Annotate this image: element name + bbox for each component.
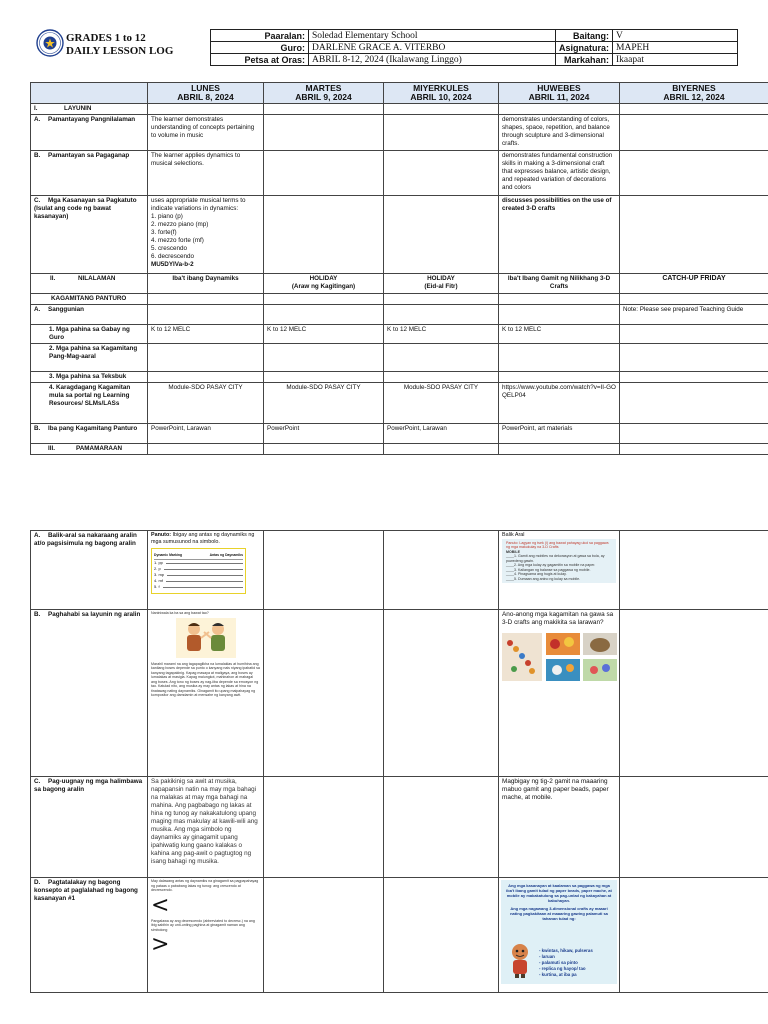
row-label: 2. Mga pahina sa Kagamitang Pang-Mag-aaral [31,344,148,372]
crescendo-symbol: < [151,892,170,918]
lesson-paragraph: Marahil marami na ang tagapaglikha na lumalaklas at humihina ang kanilang boses depende sa punto o kanyang nais niyang ipabatid sa kanyang tagapakinig. Kapag masaya at maligaya, ang boses ay lumalakas at masigla. Kapag malungkot, mahinahon at mabagal ang boses. Ang tono ng boses ay nag-iiba depende sa emosyon ng tao. Katulad nito, ang musika ay may antas ng lakas at hina na tinatawag nating daynamiks. Ginagamit ito upang maipahayag ng kompositor ang damdamin at mensahe ng kanyang awit. [151,661,260,697]
crafts-list-item: - kurtina, at iba pa [539,972,577,977]
cell-huwebes: K to 12 MELC [499,325,620,344]
cell-lunes: The learner demonstrates understanding of concepts pertaining to volume in music [148,115,264,151]
row-letter: B. [34,425,41,432]
row-pamantayang-pangnilalaman [31,115,768,151]
cell-martes: HOLIDAY (Araw ng Kagitingan) [264,274,384,294]
row-pamantayan-sa-pagaganap [31,151,768,196]
cell-lunes: Sa pakikinig sa awit at musika, napapansin natin na may mga bahagi na malakas at may mga bahagi na mahina. Ang pagbabago ng lakas at hina ng tunog ay nakakatulong upang maging mas makulay at kawili-wili ang musika. Ang mga simbolo ng daynamiks ay ginagamit upang ipahiwatig kung gaano kalakas o kahina ang pag-awit o pagtugtog ng isang bahagi ng musika. [148,777,264,878]
crafts-photos [502,633,617,683]
label-baitang: Baitang: [556,30,613,42]
worksheet-col-marking: Dynamic Marking [154,553,183,558]
row-kagamitang-mag-aaral [31,344,768,372]
row-letter: C. [34,197,41,204]
crafts-list-item: - kwintas, hikaw, pulseras [539,948,593,953]
cell-huwebes: PowerPoint, art materials [499,424,620,444]
corner-header [31,83,148,104]
cell-biyernes: Note: Please see prepared Teaching Guide [620,305,768,325]
skill-item: 6. decrescendo [151,253,195,260]
row-label: Pagtatalakay ng bagong konsepto at paglalahad ng bagong kasanayan #1 [34,879,138,902]
row-balik-aral [31,531,768,610]
skill-item: 4. mezzo forte (mf) [151,237,204,244]
slide-paragraph: Ang mga nagawang 3-dimensional crafts ay maaari nating pagkakitaan at maaaring gawing palamuti sa tahanan tulad ng: [510,906,608,921]
crafts-list-item: - replica ng hayop/ tao [539,966,586,971]
cell-biyernes: CATCH-UP FRIDAY [620,274,768,294]
cell-lunes [148,610,264,777]
cell-miyerkules: Module-SDO PASAY CITY [384,383,499,424]
slide-line: ____5. Dumaan ang anino ng kulay sa mobile. [506,576,581,581]
label-paaralan: Paaralan: [211,30,309,42]
worksheet-item: 1. pp [154,560,163,566]
row-label: Paghahabi sa layunin ng aralin [48,611,141,618]
cell-lunes [148,878,264,993]
row-paghahabi [31,610,768,777]
section-number: II. [50,275,56,282]
skill-item: 2. mezzo piano (mp) [151,221,209,228]
row-label: 1. Mga pahina sa Gabay ng Guro [31,325,148,344]
label-markahan: Markahan: [556,54,613,66]
row-label: Pamantayan sa Pagaganap [48,152,130,159]
cell-lunes: Module-SDO PASAY CITY [148,383,264,424]
crafts-list [539,948,593,978]
slide-line: ____3. Kailangan ng balanse sa paggawa ng mobile. [506,567,591,572]
cell-huwebes [499,531,620,610]
worksheet-col-antas: Antas ng Daynamiks [209,553,243,558]
lesson-paragraph: May dalawang antas ng daynamiks na ginagamit sa pagpapahayag ng pataas o pababang lakas ng tunog: ang crescendo at decrescendo. [151,879,259,892]
row-pag-uugnay [31,777,768,878]
skill-item: 3. forte(f) [151,229,177,236]
day-header-biyernes: BIYERNES ABRIL 12, 2024 [620,83,768,104]
row-label: 4. Karagdagang Kagamitan mula sa portal ng Learning Resources/ SLMs/LASs [31,383,148,424]
row-letter: D. [34,879,41,886]
row-pagtatalakay [31,878,768,993]
skill-code: MU5DYIVa-b-2 [151,261,194,268]
row-iba-pang-kagamitan [31,424,768,444]
cell-martes: K to 12 MELC [264,325,384,344]
lesson-question: Naniniwala ka ba sa ang bawat tao? [151,611,209,615]
slide-instruction: Panuto: Lagyan ng tsek (/) ang bawat pahayag ukol sa paggawa ng mga makukulay na 3-D Crafts [506,540,609,550]
cell-lunes [148,531,264,610]
worksheet-item: 4. mf [154,578,163,584]
row-label: Iba pang Kagamitang Panturo [48,425,138,432]
worksheet-item: 3. mp [154,572,165,578]
mascot-illustration [505,942,535,978]
cell-miyerkules: PowerPoint, Larawan [384,424,499,444]
cell-huwebes: discusses possibilities on the use of created 3-D crafts [499,196,620,274]
worksheet-item: 2. p [154,566,161,572]
skill-item: 5. crescendo [151,245,188,252]
decrescendo-symbol: > [151,932,170,957]
row-gabay-ng-guro [31,325,768,344]
label-asignatura: Asignatura: [556,42,613,54]
day-header-lunes: LUNES ABRIL 8, 2024 [148,83,264,104]
section-number: I. [34,105,38,112]
row-nilalaman [31,274,768,294]
cell-huwebes: demonstrates understanding of colors, shapes, space, repetition, and balance through sculpture and 3-dimensional crafts. [499,115,620,151]
balik-aral-slide [502,539,616,584]
worksheet-item: 5. f [154,584,160,590]
cell-miyerkules: K to 12 MELC [384,325,499,344]
label-petsa: Petsa at Oras: [211,54,309,66]
section-title: LAYUNIN [64,105,92,112]
cell-huwebes: Magbigay ng tig-2 gamit na maaaring mabuo gamit ang paper beads, paper mache, at mobile. [499,777,620,878]
cell-huwebes: Iba't Ibang Gamit ng Nilikhang 3-D Crafts [499,274,620,294]
row-letter: C. [34,778,41,785]
row-mga-kasanayan [31,196,768,274]
two-people-illustration [176,618,236,658]
days-header-row [31,83,768,104]
lesson-log-table-pamamaraan [30,530,768,993]
section-title: NILALAMAN [78,275,116,282]
slide-line: ____4. Pinagsama ang hugis at kulay. [506,572,567,577]
value-guro: DARLENE GRACE A. VITERBO [309,42,556,54]
section-number: III. [48,445,55,452]
cell-lunes [148,196,264,274]
cell-lunes: PowerPoint, Larawan [148,424,264,444]
crafts-list-item: - palamuti sa pinto [539,960,578,965]
cell-huwebes: demonstrates fundamental construction skills in making a 3-dimensional craft that expresses balance, artistic design, and repeated variation of decorations and colors [499,151,620,196]
cell-lunes: Iba't ibang Daynamiks [148,274,264,294]
lesson-log-table-top [30,82,768,455]
row-label: Pag-uugnay ng mga halimbawa sa bagong aralin [34,778,143,793]
lesson-paragraph: Pangalawa ay ang decrescendo (abbreviated to decresc.) na ang ibig sabihin ay unti-unting paghina at ginagamit naman ang simbolong [151,918,255,932]
cell-martes: Module-SDO PASAY CITY [264,383,384,424]
dynamics-worksheet [151,548,246,594]
slide-subtitle: MOBILE [506,549,520,554]
section-title: KAGAMITANG PANTURO [31,294,148,305]
lesson-question: Ano-anong mga kagamitan na gawa sa 3-D crafts ang makikita sa larawan? [502,611,614,626]
row-label: Pamantayang Pangnilalaman [48,116,136,123]
row-teksbuk [31,372,768,383]
section-layunin [31,104,768,115]
row-pamamaraan [31,444,768,455]
row-letter: A. [34,532,41,539]
row-sanggunian [31,305,768,325]
slide-line: ____2. Ang mga kulay ay gagamitin sa mobile na paper. [506,563,596,568]
label-guro: Guro: [211,42,309,54]
row-label: Balik-aral sa nakaraang aralin at/o pagsisimula ng bagong aralin [34,532,137,547]
skill-item: 1. piano (p) [151,213,183,220]
log-title-daily: DAILY LESSON LOG [66,45,174,57]
cell-huwebes [499,878,620,993]
row-label: 3. Mga pahina sa Teksbuk [31,372,148,383]
cell-lunes: The learner applies dynamics to musical selections. [148,151,264,196]
cell-lunes: K to 12 MELC [148,325,264,344]
row-label: Mga Kasanayan sa Pagkatuto (Isulat ang code ng bawat kasanayan) [34,197,137,220]
row-letter: A. [34,116,41,123]
value-baitang: V [613,30,738,42]
skills-intro: uses appropriate musical terms to indicate variations in dynamics: [151,197,246,212]
instruction-label: Panuto: [151,532,172,538]
cell-huwebes [499,610,620,777]
slide-line: ____1. Gamit ang mobiles na dekorasyon at gawa sa bola, ay puwedeng gawin. [506,554,605,563]
crafts-discussion-slide [501,880,617,984]
deped-seal-logo [36,29,64,57]
day-header-huwebes: HUWEBES ABRIL 11, 2024 [499,83,620,104]
instruction-text: Ibigay ang antas ng daynamiks ng mga sumusunod na simbolo. [151,532,255,545]
row-label: Sanggunian [48,306,85,313]
value-petsa: ABRIL 8-12, 2024 (Ikalawang Linggo) [309,54,556,66]
day-header-miyerkules: MIYERKULES ABRIL 10, 2024 [384,83,499,104]
row-letter: B. [34,611,41,618]
cell-miyerkules: HOLIDAY (Eid-al Fitr) [384,274,499,294]
day-header-martes: MARTES ABRIL 9, 2024 [264,83,384,104]
log-title-grades: GRADES 1 to 12 [66,32,146,44]
row-letter: B. [34,152,41,159]
value-paaralan: Soledad Elementary School [309,30,556,42]
slide-paragraph: Ang mga kasanayan at kaalaman sa paggawa ng mga iba't ibang gamit tulad ng paper beads, paper mache, at mobile ay makakatulong sa pag-unlad ng kakayahan at kabuhayan. [506,883,612,903]
value-markahan: Ikaapat [613,54,738,66]
cell-martes: PowerPoint [264,424,384,444]
value-asignatura: MAPEH [613,42,738,54]
row-kagamitang-panturo [31,294,768,305]
resource-link[interactable]: https://www.youtube.com/watch?v=II-GOQELP04 [499,383,620,424]
balik-aral-title: Balik Aral [502,532,525,538]
crafts-list-item: - laruan [539,954,555,959]
header-info-table [210,29,738,66]
section-title: PAMAMARAAN [76,445,123,452]
row-letter: A. [34,306,41,313]
row-karagdagang-kagamitan [31,383,768,424]
